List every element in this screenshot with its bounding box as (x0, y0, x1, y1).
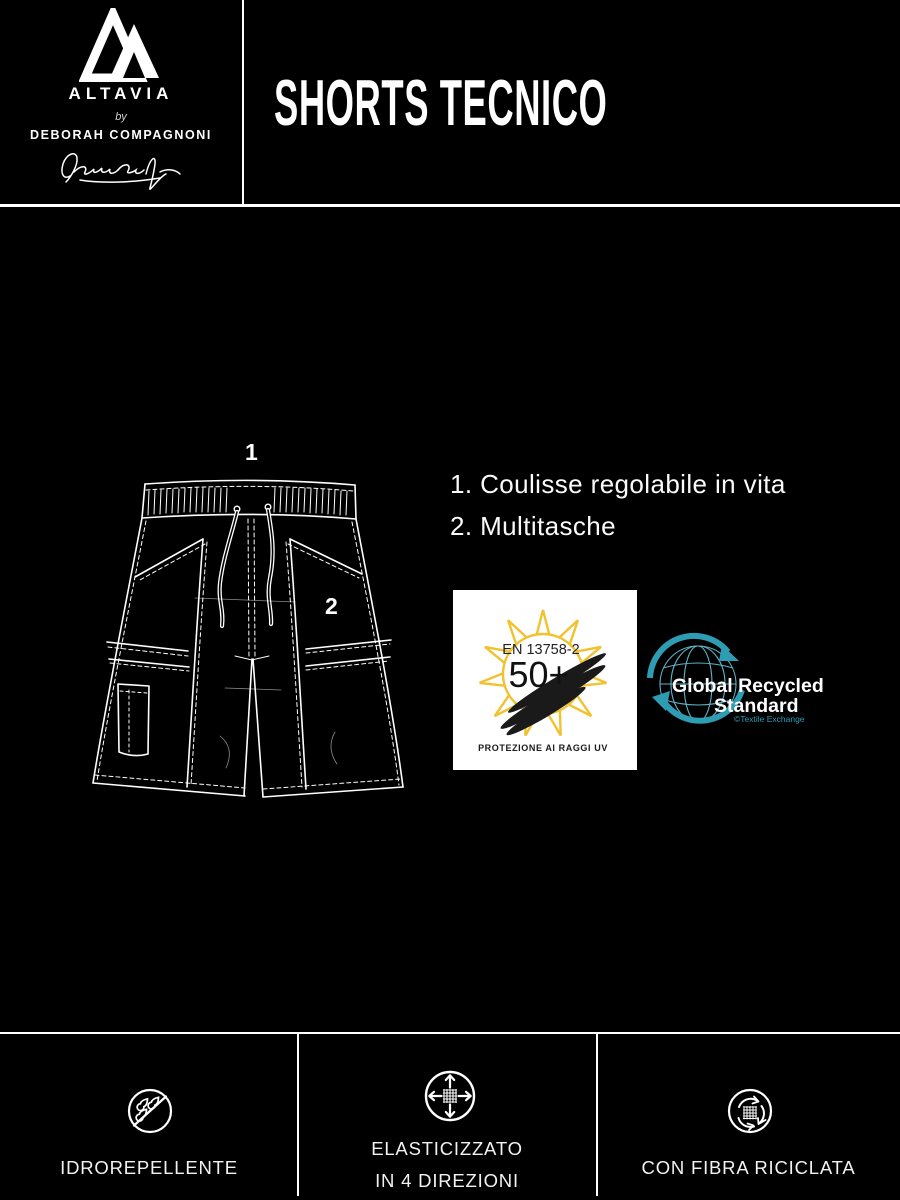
feature-label-line: CON FIBRA RICICLATA (641, 1157, 856, 1178)
grs-title-line1: Global Recycled (672, 675, 824, 697)
legend-item-1: 1. Coulisse regolabile in vita (450, 469, 786, 499)
no-water-drops-icon (126, 1087, 174, 1135)
designer-signature-icon (56, 146, 186, 192)
uv-protection-badge (453, 590, 637, 770)
brand-by: by (115, 111, 127, 123)
altavia-logo-icon (79, 8, 163, 82)
grs-credit: ©Textile Exchange (734, 714, 805, 724)
uv-value-label: 50+ (508, 654, 570, 695)
header (244, 0, 900, 204)
uv-caption-label: PROTEZIONE AI RAGGI UV (478, 743, 608, 753)
callout-2: 2 (325, 593, 338, 619)
feature-label-idrorepellente (0, 1152, 298, 1184)
feature-legend (450, 463, 786, 547)
footer-horizontal-divider (0, 1032, 900, 1034)
page-title: SHORTS TECNICO (274, 65, 608, 139)
recycle-fiber-icon (726, 1087, 774, 1135)
feature-label-line: IN 4 DIREZIONI (375, 1170, 519, 1191)
uv-sun-icon (453, 590, 637, 770)
legend-item-2: 2. Multitasche (450, 511, 617, 541)
feature-label-line: IDROREPELLENTE (60, 1157, 238, 1178)
grs-badge (638, 630, 842, 730)
grs-title-line2: Standard (714, 695, 799, 717)
feature-label-fibra-riciclata (597, 1152, 900, 1184)
shorts-technical-drawing (85, 438, 425, 808)
callout-1: 1 (245, 439, 258, 465)
header-horizontal-divider (0, 204, 900, 207)
feature-label-line: ELASTICIZZATO (371, 1138, 523, 1159)
brand-block (0, 0, 242, 204)
brand-name: ALTAVIA (68, 84, 174, 103)
uv-standard-label: EN 13758-2 (502, 642, 580, 658)
brand-designer: DEBORAH COMPAGNONI (29, 128, 213, 142)
four-way-stretch-icon (423, 1069, 477, 1123)
feature-label-elasticizzato (298, 1133, 596, 1197)
